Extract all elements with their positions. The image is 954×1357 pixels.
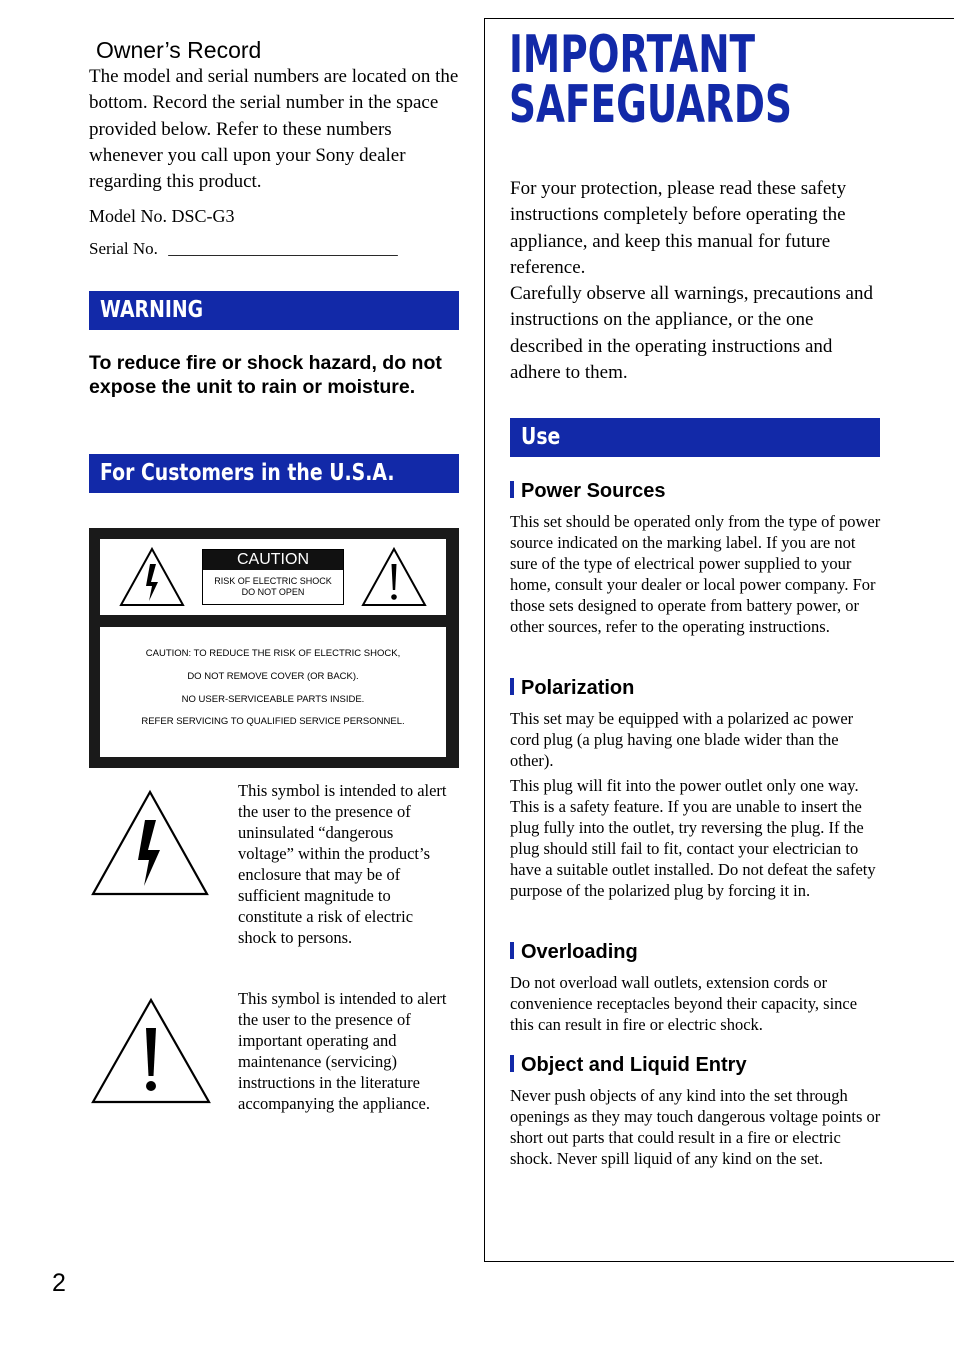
caution-lower-box [100,627,446,757]
overloading-text: Do not overload wall outlets, extension cords or convenience receptacles beyond their capacity, since this can result in fire or electric shock. [510,973,858,1034]
caution-subtitle-1: RISK OF ELECTRIC SHOCK [214,576,332,586]
caution-title: CAUTION [203,550,343,570]
section-marker [510,942,514,959]
polarization-heading [510,676,634,700]
warning-text: To reduce fire or shock hazard, do not expose the unit to rain or moisture. [89,352,442,398]
usa-heading-bar [89,454,459,493]
page-number: 2 [52,1269,66,1297]
power-sources-heading [510,479,666,503]
caution-subtitle-2: DO NOT OPEN [241,587,305,597]
polarization-text-2: This plug will fit into the power outlet only one way. This is a safety feature. If you are unable to insert the plug fully into the outlet, try reversing the plug. If the plug should still fail to fit, contact your electrician to have a suitable outlet installed. Do not defeat the safety purpose of the polarized plug by forcing it in. [510,776,876,900]
lightning-triangle-icon [118,546,186,608]
serial-label: Serial No. [89,239,158,258]
polarization-heading-text: Polarization [521,677,635,699]
lightning-triangle-icon [90,788,210,898]
owners-record-heading: Owner’s Record [96,37,262,63]
exclamation-triangle-icon [90,996,212,1106]
safeguards-title-line-1: IMPORTANT [509,25,756,85]
caution-upper-box [100,539,446,615]
warning-heading-bar [89,291,459,330]
lightning-symbol-description: This symbol is intended to alert the user to the presence of uninsulated “dangerous voltage” within the product’s enclosure that may be of sufficient magnitude to constitute a risk of electric shock to persons. [238,781,447,947]
overloading-heading [510,940,638,964]
safeguards-title [509,25,792,135]
object-liquid-entry-text: Never push objects of any kind into the set through openings as they may touch dangerous voltage points or short out parts that could result in a fire or electric shock. Never spill liquid of any kind on the set. [510,1086,881,1168]
object-liquid-entry-heading-text: Object and Liquid Entry [521,1054,747,1076]
owners-record-body: The model and serial numbers are located on the bottom. Record the serial number in the space provided below. Refer to these numbers whenever you call upon your Sony dealer regarding this product. [89,66,459,193]
safeguards-intro-2: Carefully observe all warnings, precautions and instructions on the appliance, or the one described in the operating instructions and adhere to them. [510,283,873,383]
caution-label-panel [89,528,459,768]
usa-heading: For Customers in the U.S.A. [100,460,395,486]
serial-blank: ___________________________ [168,239,398,258]
object-liquid-entry-heading [510,1053,747,1077]
use-heading-bar [510,418,880,457]
exclamation-triangle-icon [360,546,428,608]
use-heading: Use [521,424,561,450]
exclamation-symbol-description: This symbol is intended to alert the user to the presence of important operating and maintenance (servicing) instructions in the literature accompanying the appliance. [238,989,447,1113]
serial-number-line [89,238,398,260]
caution-line-2: DO NOT REMOVE COVER (OR BACK). [187,671,359,682]
caution-sign [202,549,344,605]
safeguards-intro-1: For your protection, please read these safety instructions completely before operating the appliance, and keep this manual for future reference. [510,178,847,278]
warning-heading: WARNING [100,297,204,323]
caution-line-1: CAUTION: TO REDUCE THE RISK OF ELECTRIC SHOCK, [145,648,401,659]
caution-line-3: NO USER-SERVICEABLE PARTS INSIDE. [181,694,365,705]
power-sources-heading-text: Power Sources [521,480,666,502]
section-marker [510,1055,514,1072]
caution-line-4: REFER SERVICING TO QUALIFIED SERVICE PERSONNEL. [141,716,405,727]
safeguards-title-line-2: SAFEGUARDS [509,75,792,135]
model-number: Model No. DSC-G3 [89,206,235,226]
overloading-heading-text: Overloading [521,941,638,963]
section-marker [510,481,514,498]
polarization-text-1: This set may be equipped with a polarized ac power cord plug (a plug having one blade wider than the other). [510,709,854,770]
section-marker [510,678,514,695]
power-sources-text: This set should be operated only from the type of power source indicated on the marking label. If you are not sure of the type of electrical power supplied to your home, consult your dealer or local power company. For those sets designed to operate from battery power, or other sources, refer to the operating instructions. [510,512,881,636]
